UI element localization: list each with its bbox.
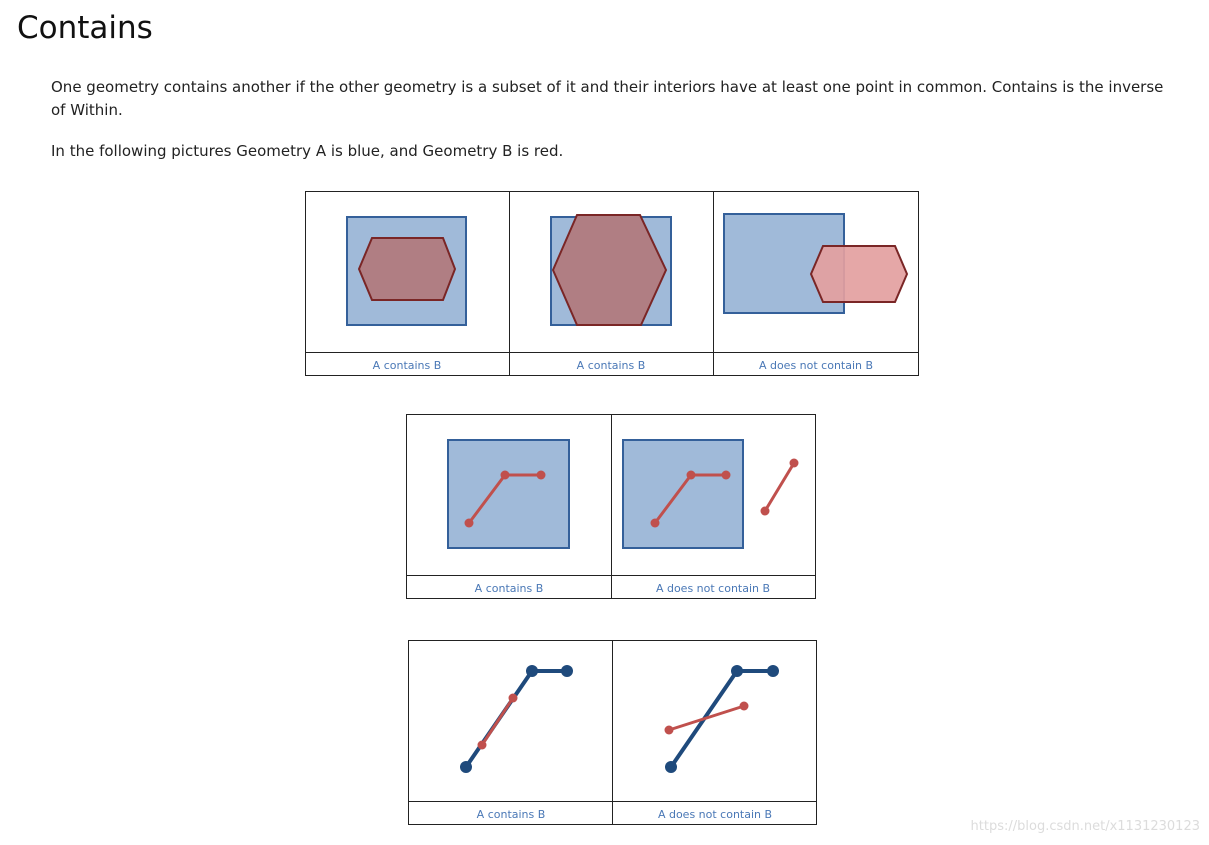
caption: A contains B bbox=[474, 582, 544, 595]
vertex-point bbox=[722, 471, 731, 480]
page-title: Contains bbox=[17, 10, 153, 46]
vertex-point bbox=[501, 471, 510, 480]
vertex-point bbox=[509, 694, 518, 703]
vertex-point bbox=[526, 665, 538, 677]
vertex-point bbox=[767, 665, 779, 677]
geometry-b-hexagon bbox=[359, 238, 455, 300]
legend-paragraph: In the following pictures Geometry A is blue, and Geometry B is red. bbox=[51, 142, 564, 160]
vertex-point bbox=[731, 665, 743, 677]
vertex-point bbox=[790, 459, 799, 468]
geometry-b-hexagon bbox=[811, 246, 907, 302]
geometry-a-rect bbox=[448, 440, 569, 548]
figure-polygon-polygon bbox=[305, 191, 919, 377]
vertex-point bbox=[561, 665, 573, 677]
caption: A contains B bbox=[372, 359, 442, 372]
vertex-point bbox=[460, 761, 472, 773]
caption: A does not contain B bbox=[655, 582, 771, 595]
watermark: https://blog.csdn.net/x1131230123 bbox=[970, 819, 1200, 834]
caption: A does not contain B bbox=[657, 808, 773, 821]
figure-line-line bbox=[408, 640, 818, 826]
geometry-a-rect bbox=[623, 440, 743, 548]
vertex-point bbox=[665, 761, 677, 773]
caption: A contains B bbox=[576, 359, 646, 372]
vertex-point bbox=[761, 507, 770, 516]
caption: A does not contain B bbox=[758, 359, 874, 372]
vertex-point bbox=[665, 726, 674, 735]
vertex-point bbox=[537, 471, 546, 480]
description-paragraph: One geometry contains another if the other geometry is a subset of it and their interiors have at least one point in common. Contains is the inverse of Within. bbox=[51, 78, 1164, 119]
vertex-point bbox=[687, 471, 696, 480]
vertex-point bbox=[465, 519, 474, 528]
vertex-point bbox=[478, 741, 487, 750]
vertex-point bbox=[651, 519, 660, 528]
figure-polygon-line bbox=[406, 414, 817, 600]
vertex-point bbox=[740, 702, 749, 711]
caption: A contains B bbox=[476, 808, 546, 821]
